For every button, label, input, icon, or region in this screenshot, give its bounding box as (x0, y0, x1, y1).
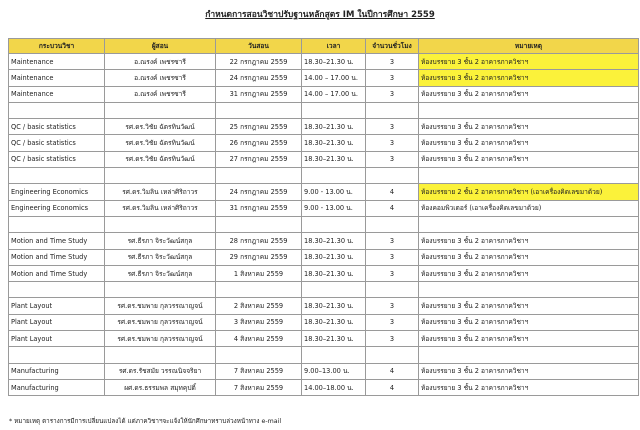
cell-hours: 3 (366, 135, 419, 151)
empty-cell (216, 347, 302, 363)
table-row (9, 379, 639, 395)
cell-date: 31 กรกฎาคม 2559 (216, 86, 302, 102)
cell-date: 24 กรกฎาคม 2559 (216, 184, 302, 200)
cell-time: 18.30–21.30 น. (302, 298, 366, 314)
cell-date: 4 สิงหาคม 2559 (216, 331, 302, 347)
empty-cell (216, 102, 302, 118)
cell-remark: ห้องบรรยาย 2 ชั้น 2 อาคารภาควิชาฯ (เอาเครื่องคิดเลขมาด้วย) (419, 184, 639, 200)
cell-hours: 3 (366, 314, 419, 330)
empty-cell (419, 168, 639, 184)
cell-remark: ห้องบรรยาย 3 ชั้น 2 อาคารภาควิชาฯ (419, 233, 639, 249)
empty-cell (366, 102, 419, 118)
cell-subject: QC / basic statistics (9, 135, 105, 151)
cell-remark: ห้องบรรยาย 3 ชั้น 2 อาคารภาควิชาฯ (419, 54, 639, 70)
cell-date: 7 สิงหาคม 2559 (216, 379, 302, 395)
cell-subject: Manufacturing (9, 363, 105, 379)
empty-cell (216, 282, 302, 298)
cell-remark: ห้องบรรยาย 3 ชั้น 2 อาคารภาควิชาฯ (419, 249, 639, 265)
empty-cell (105, 282, 216, 298)
empty-cell (9, 216, 105, 232)
footnote: * หมายเหตุ ตารางการมีการเปลี่ยนแปลงได้ แต่ภาควิชาฯจะแจ้งให้นักศึกษาทราบล่วงหน้าทาง e-mail (9, 418, 282, 425)
cell-teacher: รศ.ดร.วิชัย ฉัตรทินวัฒน์ (105, 119, 216, 135)
table-row (9, 54, 639, 70)
empty-cell (302, 168, 366, 184)
cell-subject: Engineering Economics (9, 184, 105, 200)
cell-time: 14.00 – 17.00 น. (302, 86, 366, 102)
cell-hours: 3 (366, 70, 419, 86)
cell-date: 26 กรกฎาคม 2559 (216, 135, 302, 151)
cell-remark: ห้องบรรยาย 3 ชั้น 2 อาคารภาควิชาฯ (419, 363, 639, 379)
table-spacer-row (9, 102, 639, 118)
cell-subject: Engineering Economics (9, 200, 105, 216)
cell-remark: ห้องคอมพิวเตอร์ (เอาเครื่องคิดเลขมาด้วย) (419, 200, 639, 216)
cell-hours: 3 (366, 233, 419, 249)
empty-cell (419, 216, 639, 232)
cell-hours: 4 (366, 184, 419, 200)
cell-date: 3 สิงหาคม 2559 (216, 314, 302, 330)
cell-subject: QC / basic statistics (9, 151, 105, 167)
cell-hours: 3 (366, 331, 419, 347)
empty-cell (105, 216, 216, 232)
cell-remark: ห้องบรรยาย 3 ชั้น 2 อาคารภาควิชาฯ (419, 298, 639, 314)
table-row (9, 363, 639, 379)
cell-time: 18.30–21.30 น. (302, 54, 366, 70)
cell-time: 9.00 - 13.00 น. (302, 200, 366, 216)
column-header-date: วันสอน (216, 39, 302, 54)
empty-cell (302, 347, 366, 363)
cell-date: 7 สิงหาคม 2559 (216, 363, 302, 379)
cell-date: 25 กรกฎาคม 2559 (216, 119, 302, 135)
table-spacer-row (9, 347, 639, 363)
cell-subject: Maintenance (9, 54, 105, 70)
cell-subject: Maintenance (9, 86, 105, 102)
cell-hours: 4 (366, 200, 419, 216)
cell-hours: 3 (366, 119, 419, 135)
table-spacer-row (9, 282, 639, 298)
table-row (9, 249, 639, 265)
cell-teacher: รศ.ดร.วิชัย ฉัตรทินวัฒน์ (105, 135, 216, 151)
cell-subject: Manufacturing (9, 379, 105, 395)
empty-cell (302, 216, 366, 232)
cell-time: 18.30–21.30 น. (302, 314, 366, 330)
cell-date: 31 กรกฎาคม 2559 (216, 200, 302, 216)
table-row (9, 86, 639, 102)
cell-teacher: อ.ณรงค์ เพชรซารี (105, 70, 216, 86)
cell-time: 18.30–21.30 น. (302, 265, 366, 281)
cell-hours: 3 (366, 298, 419, 314)
cell-remark: ห้องบรรยาย 3 ชั้น 2 อาคารภาควิชาฯ (419, 135, 639, 151)
empty-cell (366, 347, 419, 363)
cell-teacher: รศ.ดร.ชมพาย กุลวรรณาญจน์ (105, 331, 216, 347)
cell-time: 9.00–13.00 น. (302, 363, 366, 379)
table-row (9, 200, 639, 216)
empty-cell (366, 168, 419, 184)
cell-subject: Motion and Time Study (9, 265, 105, 281)
cell-hours: 3 (366, 151, 419, 167)
cell-date: 24 กรกฎาคม 2559 (216, 70, 302, 86)
empty-cell (105, 168, 216, 184)
empty-cell (419, 102, 639, 118)
cell-subject: Motion and Time Study (9, 249, 105, 265)
empty-cell (9, 282, 105, 298)
cell-hours: 3 (366, 86, 419, 102)
cell-teacher: รศ.ธีรภา จิระวัฒน์สกุล (105, 265, 216, 281)
cell-date: 27 กรกฎาคม 2559 (216, 151, 302, 167)
empty-cell (419, 347, 639, 363)
table-row (9, 314, 639, 330)
cell-hours: 3 (366, 249, 419, 265)
cell-remark: ห้องบรรยาย 3 ชั้น 2 อาคารภาควิชาฯ (419, 70, 639, 86)
table-row (9, 331, 639, 347)
cell-subject: Plant Layout (9, 314, 105, 330)
cell-teacher: รศ.ดร.วิมลิน เหล่าศิริถาวร (105, 200, 216, 216)
cell-remark: ห้องบรรยาย 3 ชั้น 2 อาคารภาควิชาฯ (419, 331, 639, 347)
empty-cell (9, 347, 105, 363)
cell-teacher: รศ.ดร.วิชัย ฉัตรทินวัฒน์ (105, 151, 216, 167)
table-row (9, 135, 639, 151)
cell-teacher: รศ.ดร.รัชสมัย วรรณนิจจริยา (105, 363, 216, 379)
cell-teacher: รศ.ดร.วิมลิน เหล่าศิริถาวร (105, 184, 216, 200)
cell-teacher: รศ.ธีรภา จิระวัฒน์สกุล (105, 233, 216, 249)
cell-time: 18.30–21.30 น. (302, 331, 366, 347)
empty-cell (9, 102, 105, 118)
table-body (9, 54, 639, 396)
table-row (9, 119, 639, 135)
column-header-time: เวลา (302, 39, 366, 54)
column-header-teacher: ผู้สอน (105, 39, 216, 54)
cell-teacher: รศ.ดร.ชมพาย กุลวรรณาญจน์ (105, 314, 216, 330)
cell-time: 9.00 - 13.00 น. (302, 184, 366, 200)
cell-subject: Plant Layout (9, 298, 105, 314)
table-row (9, 298, 639, 314)
empty-cell (105, 102, 216, 118)
table-row (9, 265, 639, 281)
table-spacer-row (9, 216, 639, 232)
cell-teacher: ผศ.ดร.ธรรมพล สมุทคุปติ์ (105, 379, 216, 395)
empty-cell (366, 216, 419, 232)
cell-hours: 4 (366, 379, 419, 395)
cell-date: 28 กรกฎาคม 2559 (216, 233, 302, 249)
cell-remark: ห้องบรรยาย 3 ชั้น 2 อาคารภาควิชาฯ (419, 265, 639, 281)
cell-subject: Plant Layout (9, 331, 105, 347)
empty-cell (302, 282, 366, 298)
table-spacer-row (9, 168, 639, 184)
cell-remark: ห้องบรรยาย 3 ชั้น 2 อาคารภาควิชาฯ (419, 314, 639, 330)
cell-subject: Motion and Time Study (9, 233, 105, 249)
column-header-subject: กระบวนวิชา (9, 39, 105, 54)
cell-time: 14.00–18.00 น. (302, 379, 366, 395)
cell-date: 2 สิงหาคม 2559 (216, 298, 302, 314)
cell-hours: 3 (366, 265, 419, 281)
empty-cell (366, 282, 419, 298)
cell-teacher: อ.ณรงค์ เพชรซารี (105, 86, 216, 102)
empty-cell (419, 282, 639, 298)
table-row (9, 184, 639, 200)
cell-time: 18.30–21.30 น. (302, 249, 366, 265)
cell-remark: ห้องบรรยาย 3 ชั้น 2 อาคารภาควิชาฯ (419, 151, 639, 167)
cell-date: 22 กรกฎาคม 2559 (216, 54, 302, 70)
cell-time: 18.30–21.30 น. (302, 135, 366, 151)
table-row (9, 233, 639, 249)
cell-remark: ห้องบรรยาย 3 ชั้น 2 อาคารภาควิชาฯ (419, 379, 639, 395)
empty-cell (216, 216, 302, 232)
cell-hours: 3 (366, 54, 419, 70)
cell-subject: QC / basic statistics (9, 119, 105, 135)
cell-time: 18.30–21.30 น. (302, 119, 366, 135)
cell-time: 14.00 – 17.00 น. (302, 70, 366, 86)
empty-cell (302, 102, 366, 118)
cell-subject: Maintenance (9, 70, 105, 86)
cell-remark: ห้องบรรยาย 3 ชั้น 2 อาคารภาควิชาฯ (419, 119, 639, 135)
cell-time: 18.30–21.30 น. (302, 151, 366, 167)
cell-hours: 4 (366, 363, 419, 379)
page-title: กำหนดการสอนวิชาปรับฐานหลักสูตร IM ในปีการศึกษา 2559 (205, 10, 435, 20)
cell-date: 1 สิงหาคม 2559 (216, 265, 302, 281)
cell-teacher: รศ.ธีรภา จิระวัฒน์สกุล (105, 249, 216, 265)
cell-time: 18.30–21.30 น. (302, 233, 366, 249)
table-row (9, 151, 639, 167)
table-row (9, 70, 639, 86)
cell-teacher: อ.ณรงค์ เพชรซารี (105, 54, 216, 70)
empty-cell (216, 168, 302, 184)
column-header-hours: จำนวนชั่วโมง (366, 39, 419, 54)
schedule-table (8, 38, 639, 396)
cell-date: 29 กรกฎาคม 2559 (216, 249, 302, 265)
cell-remark: ห้องบรรยาย 3 ชั้น 2 อาคารภาควิชาฯ (419, 86, 639, 102)
table-header-row (9, 39, 639, 54)
empty-cell (105, 347, 216, 363)
cell-teacher: รศ.ดร.ชมพาย กุลวรรณาญจน์ (105, 298, 216, 314)
empty-cell (9, 168, 105, 184)
column-header-remark: หมายเหตุ (419, 39, 639, 54)
